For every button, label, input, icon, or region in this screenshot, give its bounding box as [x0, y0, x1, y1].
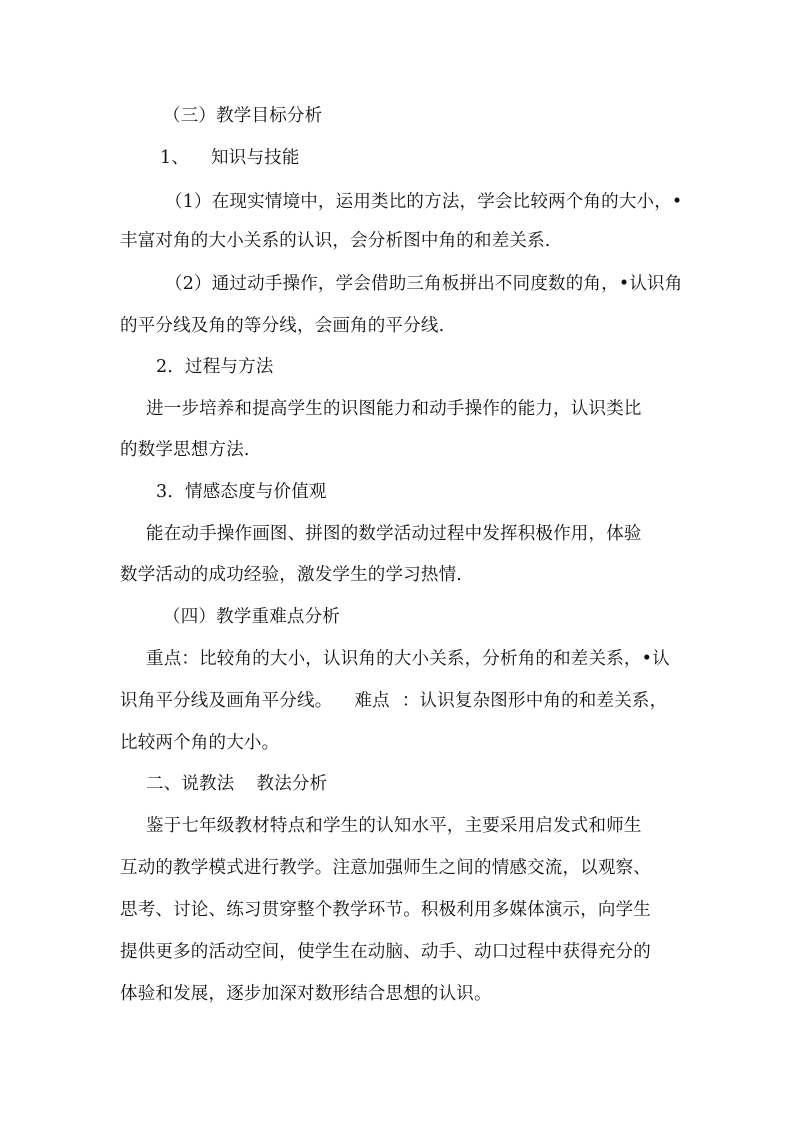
part-2-heading	[146, 772, 327, 796]
paragraph-6-line-1: 鉴于七年级教材特点和学生的认知水平，主要采用启发式和师生	[146, 816, 642, 836]
paragraph-4-line-2: 数学活动的成功经验，激发学生的学习热情.	[120, 565, 463, 585]
item-1-title: 知识与技能	[211, 148, 300, 168]
paragraph-1-line-1: （1）在现实情境中，运用类比的方法，学会比较两个角的大小，•	[165, 192, 683, 212]
paragraph-3-line-1: 进一步培养和提高学生的识图能力和动手操作的能力，认识类比	[146, 399, 642, 419]
paragraph-2-line-2: 的平分线及角的等分线，会画角的平分线.	[120, 316, 445, 336]
paragraph-6-line-2: 互动的教学模式进行教学。注意加强师生之间的情感交流，以观察、	[120, 858, 651, 878]
paragraph-6-line-5: 体验和发展，逐步加深对数形结合思想的认识。	[120, 984, 492, 1004]
item-3-heading: 3．情感态度与价值观	[156, 482, 327, 502]
item-1-heading	[160, 146, 300, 170]
paragraph-6-line-3: 思考、讨论、练习贯穿整个教学环节。积极利用多媒体演示，向学生	[120, 900, 651, 920]
part-2-heading-main: 二、说教法	[146, 774, 235, 794]
item-1-number: 1、	[160, 148, 190, 168]
section-4-heading: （四）教学重难点分析	[163, 607, 340, 627]
paragraph-3-line-2: 的数学思想方法.	[120, 440, 250, 460]
paragraph-5-line-1: 重点：比较角的大小，认识角的大小关系，分析角的和差关系，•认	[146, 649, 670, 669]
difficulty-text: ：认识复杂图形中角的和差关系，	[401, 691, 668, 711]
paragraph-5-line-2	[120, 689, 667, 713]
paragraph-2-line-1: （2）通过动手操作，学会借助三角板拼出不同度数的角，•认识角	[165, 274, 683, 294]
part-2-heading-sub: 教法分析	[256, 774, 328, 794]
paragraph-6-line-4: 提供更多的活动空间，使学生在动脑、动手、动口过程中获得充分的	[120, 942, 651, 962]
paragraph-4-line-1: 能在动手操作画图、拼图的数学活动过程中发挥积极作用，体验	[146, 524, 642, 544]
key-points-tail: 识角平分线及画角平分线。	[120, 691, 333, 711]
item-2-heading: 2．过程与方法	[156, 357, 274, 377]
paragraph-5-line-3: 比较两个角的大小。	[120, 733, 280, 753]
paragraph-1-line-2: 丰富对角的大小关系的认识，会分析图中角的和差关系.	[120, 231, 551, 251]
section-3-heading: （三）教学目标分析	[163, 106, 323, 126]
difficulty-label: 难点	[354, 691, 390, 711]
